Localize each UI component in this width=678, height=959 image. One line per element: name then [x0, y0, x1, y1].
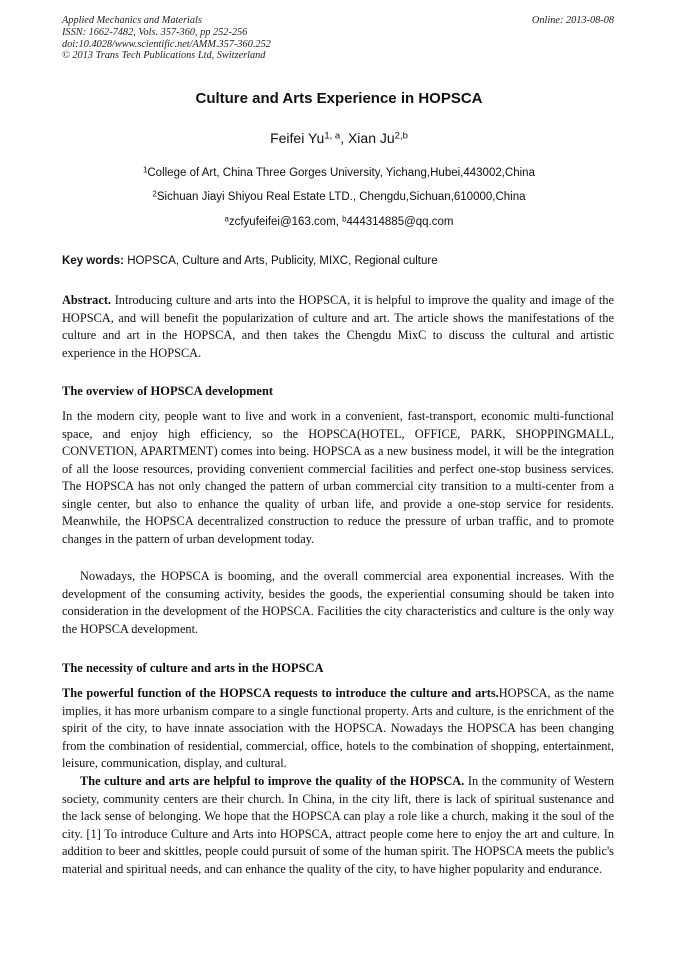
journal-name: Applied Mechanics and Materials	[62, 15, 202, 26]
author-2: Xian Ju	[347, 130, 395, 146]
online-date: Online: 2013-08-08	[531, 15, 614, 26]
author-1-marker: 1, a	[324, 130, 341, 142]
email-line	[0, 216, 678, 228]
overview-paragraph-1: In the modern city, people want to live and work in a convenient, fast-transport, economic multi-functional space, and enjoy high efficiency, so the HOPSCA(HOTEL, OFFICE, PARK, SHOPPINGMALL, CONVETION, APARTMENT) comes into being. HOPSCA as a new business model, it will be the integration of all the loose resources, providing convenient commercial facilities and perfect one-stop business services. The HOPSCA has not only changed the pattern of urban commercial city transition to a multi-center from a single center, but also to enhance the quality of urban life, and provide a one-stop service for residents. Meanwhile, the HOPSCA decentralized construction to reduce the pressure of urban traffic, and to promote changes in the pattern of urban development today.	[62, 409, 614, 546]
affiliation-2-marker: 2	[152, 189, 157, 199]
email-a-marker: a	[224, 214, 229, 224]
copyright-line: © 2013 Trans Tech Publications Ltd, Switzerland	[62, 50, 266, 62]
email-b: 444314885@qq.com	[346, 216, 454, 228]
author-2-marker: 2,b	[394, 130, 408, 142]
abstract-text: Introducing culture and arts into the HOPSCA, it is helpful to improve the quality and image of the HOPSCA, and will benefit the popularization of culture and art. The article shows the manifestations of the culture and art in the HOPSCA, and then takes the Chengdu MixC to discuss the cultural and artistic experience in the HOPSCA.	[62, 293, 614, 360]
affiliation-1-text: College of Art, China Three Gorges University, Yichang,Hubei,443002,China	[147, 167, 535, 179]
email-a: zcfyufeifei@163.com,	[228, 216, 343, 228]
affiliation-2	[0, 191, 678, 203]
abstract-label: Abstract.	[62, 293, 112, 307]
paper-title: Culture and Arts Experience in HOPSCA	[195, 90, 483, 107]
keywords-text: HOPSCA, Culture and Arts, Publicity, MIXC, Regional culture	[124, 255, 438, 267]
necessity-paragraph-1-body: HOPSCA, as the name implies, it has more urbanism compare to a single functional property. Arts and culture, is the enrichment of the spirit of the city, to have innate association with the HOPSCA. Nowadays the HOPSCA has been changing from the combination of residential, commercial, office, hotels to the combination of shopping, entertainment, leisure, communication, display, and cultural.	[62, 686, 614, 770]
affiliation-1-marker: 1	[143, 165, 148, 175]
email-b-marker: b	[342, 214, 347, 224]
abstract	[62, 292, 614, 362]
author-separator: ,	[340, 130, 348, 146]
section-heading-necessity: The necessity of culture and arts in the HOPSCA	[62, 661, 324, 675]
keywords-label: Key words:	[62, 255, 124, 267]
journal-header	[62, 15, 271, 62]
doi-line: doi:10.4028/www.scientific.net/AMM.357-360.252	[62, 38, 271, 50]
keywords	[62, 255, 616, 267]
overview-paragraph-2: Nowadays, the HOPSCA is booming, and the overall commercial area exponential increases. With the development of the consuming activity, besides the goods, the experiential consuming should be taken into consideration in the development of the HOPSCA. Facilities the city characteristics and culture is the only way the HOPSCA development.	[62, 569, 614, 636]
section-heading-overview: The overview of HOPSCA development	[62, 384, 274, 398]
necessity-paragraph-2-body: In the community of Western society, community centers are their church. In China, in the city lift, there is lack of spiritual sustenance and the lack sense of belonging. We hope that the HOPSCA can play a role like a church, making it the soul of the city. [1] To introduce Culture and Arts into HOPSCA, attract people come here to enjoy the art and culture. In addition to beer and skittles, people could pursuit of some of the human spirit. The HOPSCA meets the public's material and spiritual needs, and can enhance the quality of the city, to have higher popularity and endurance.	[62, 774, 615, 876]
author-line	[0, 130, 678, 146]
necessity-paragraph-2	[62, 773, 614, 878]
necessity-paragraph-2-lead: The culture and arts are helpful to improve the quality of the HOPSCA.	[80, 774, 465, 788]
author-1: Feifei Yu	[270, 130, 325, 146]
issn-line: ISSN: 1662-7482, Vols. 357-360, pp 252-256	[62, 26, 248, 38]
necessity-paragraph-1	[62, 685, 614, 773]
affiliation-1	[0, 167, 678, 179]
affiliation-2-text: Sichuan Jiayi Shiyou Real Estate LTD., Chengdu,Sichuan,610000,China	[156, 191, 526, 203]
necessity-paragraph-1-lead: The powerful function of the HOPSCA requests to introduce the culture and arts.	[62, 686, 499, 700]
